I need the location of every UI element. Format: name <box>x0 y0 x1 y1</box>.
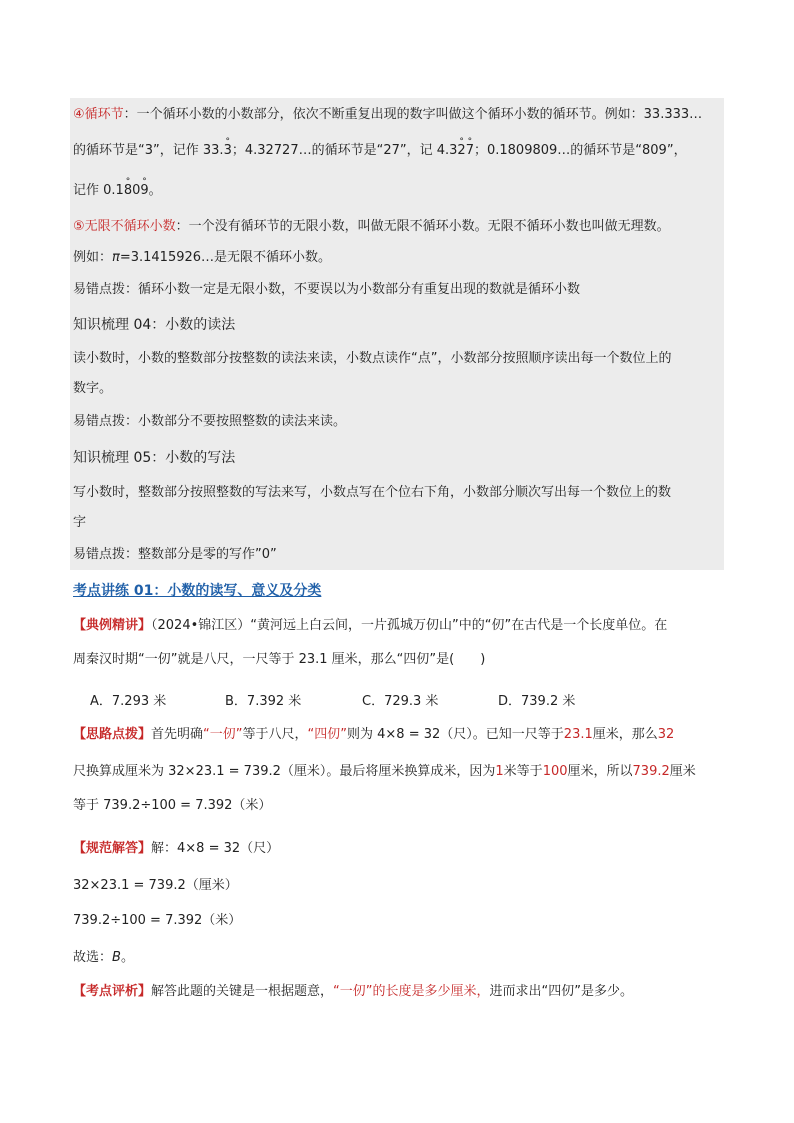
answer-letter: B <box>112 950 121 965</box>
text-segment: 厘米 <box>669 764 696 779</box>
write-line1: 写小数时，整数部分按照整数的写法来写，小数点写在个位右下角，小数部分顺次写出每一个数位上的数 <box>73 485 672 500</box>
review-line <box>73 983 633 1001</box>
section-title[interactable]: 考点讲练 01：小数的读写、意义及分类 <box>73 583 322 599</box>
repeating-digit: ° 3 <box>224 142 232 160</box>
text-segment: ；0.1809809…的循环节是“809”， <box>473 143 687 158</box>
option-b[interactable]: B．7.392 米 <box>225 694 302 709</box>
item4-line3 <box>73 182 162 200</box>
repeating-digit: ° 9 <box>140 182 148 200</box>
text-segment: （2024•锦江区）“黄河远上白云间，一片孤城万仞山”中的“仞”在古代是一个长度单位。在 <box>151 618 668 633</box>
heading-05: 知识梳理 05：小数的写法 <box>73 450 236 466</box>
pi-symbol: π <box>112 250 120 265</box>
text-segment: 等于八尺， <box>242 727 308 742</box>
review-tag: 【考点评析】 <box>73 984 152 999</box>
tip1: 易错点拨：循环小数一定是无限小数，不要误以为小数部分有重复出现的数就是循环小数 <box>73 282 581 297</box>
text-segment: 厘米，那么 <box>592 727 658 742</box>
item5-text: ：一个没有循环节的无限小数，叫做无限不循环小数。无限不循环小数也叫做无理数。 <box>175 219 670 234</box>
read-line2: 数字。 <box>73 381 113 396</box>
text-segment: 1 <box>495 764 504 779</box>
text-segment: =3.1415926…是无限不循环小数。 <box>119 250 332 265</box>
option-c[interactable]: C．729.3 米 <box>362 694 439 709</box>
item5-label: ⑤无限不循环小数 <box>73 219 176 234</box>
write-line2: 字 <box>73 515 87 530</box>
text-segment: 。 <box>120 950 134 965</box>
text-segment: ；4.32727…的循环节是“27”，记 4.3 <box>231 143 458 158</box>
option-d[interactable]: D．739.2 米 <box>498 694 576 709</box>
repeating-digit: ° 2 <box>457 142 465 160</box>
text-segment: 739.2 <box>632 764 670 779</box>
text-segment: 0 <box>132 183 141 198</box>
text-segment: 100 <box>542 764 568 779</box>
tip2: 易错点拨：小数部分不要按照整数的读法来读。 <box>73 414 347 429</box>
tip3: 易错点拨：整数部分是零的写作”0” <box>73 547 277 562</box>
text-segment: 。 <box>148 183 162 198</box>
example-line2: 周秦汉时期“一仞”就是八尺，一尺等于 23.1 厘米，那么“四仞”是( ) <box>73 652 486 667</box>
item4-label: ④循环节 <box>73 107 124 122</box>
text-segment: 23.1 <box>563 727 593 742</box>
read-line1: 读小数时，小数的整数部分按整数的读法来读，小数点读作“点”，小数部分按照顺序读出每一个数位上的 <box>73 351 672 366</box>
repeating-digit: ° 8 <box>124 182 132 200</box>
text-segment: 故选： <box>73 950 113 965</box>
solution-line1 <box>73 840 279 858</box>
text-segment: 厘米，所以 <box>567 764 633 779</box>
solution-line4 <box>73 949 134 967</box>
solution-line3: 739.2÷100 = 7.392（米） <box>73 913 242 928</box>
example-tag: 【典例精讲】 <box>73 618 152 633</box>
text-segment: “四仞” <box>307 727 348 742</box>
text-segment: 记作 0.1 <box>73 183 124 198</box>
item5-line2 <box>73 249 331 267</box>
text-segment: 进而求出“四仞”是多少。 <box>489 984 633 999</box>
thinking-line1 <box>73 726 674 744</box>
text-segment: 解：4×8 = 32（尺） <box>151 841 280 856</box>
item4-line2 <box>73 142 687 160</box>
text-segment: 首先明确 <box>151 727 204 742</box>
solution-line2: 32×23.1 = 739.2（厘米） <box>73 878 238 893</box>
text-segment: “一仞” <box>203 727 243 742</box>
repeating-digit: ° 7 <box>466 142 474 160</box>
text-segment: 32 <box>657 727 675 742</box>
text-segment: 尺换算成厘米为 32×23.1 = 739.2（厘米）。最后将厘米换算成米，因为 <box>73 764 496 779</box>
option-a[interactable]: A．7.293 米 <box>90 694 167 709</box>
text-segment: 则为 4×8 = 32（尺）。已知一尺等于 <box>347 727 564 742</box>
item4-text: ：一个循环小数的小数部分，依次不断重复出现的数字叫做这个循环小数的循环节。例如：33.333… <box>123 107 703 122</box>
text-segment: 米等于 <box>503 764 543 779</box>
text-segment: 解答此题的关键是一根据题意， <box>151 984 334 999</box>
solution-tag: 【规范解答】 <box>73 841 152 856</box>
heading-04: 知识梳理 04：小数的读法 <box>73 317 236 333</box>
thinking-line2 <box>73 763 696 781</box>
example-line1 <box>73 617 667 635</box>
item5-line1 <box>73 218 670 236</box>
item4-line1 <box>73 106 702 124</box>
text-segment: “一仞”的长度是多少厘米， <box>333 984 490 999</box>
thinking-tag: 【思路点拨】 <box>73 727 152 742</box>
thinking-line3: 等于 739.2÷100 = 7.392（米） <box>73 798 272 813</box>
text-segment: 例如： <box>73 250 113 265</box>
text-segment: 的循环节是“3”，记作 33. <box>73 143 224 158</box>
